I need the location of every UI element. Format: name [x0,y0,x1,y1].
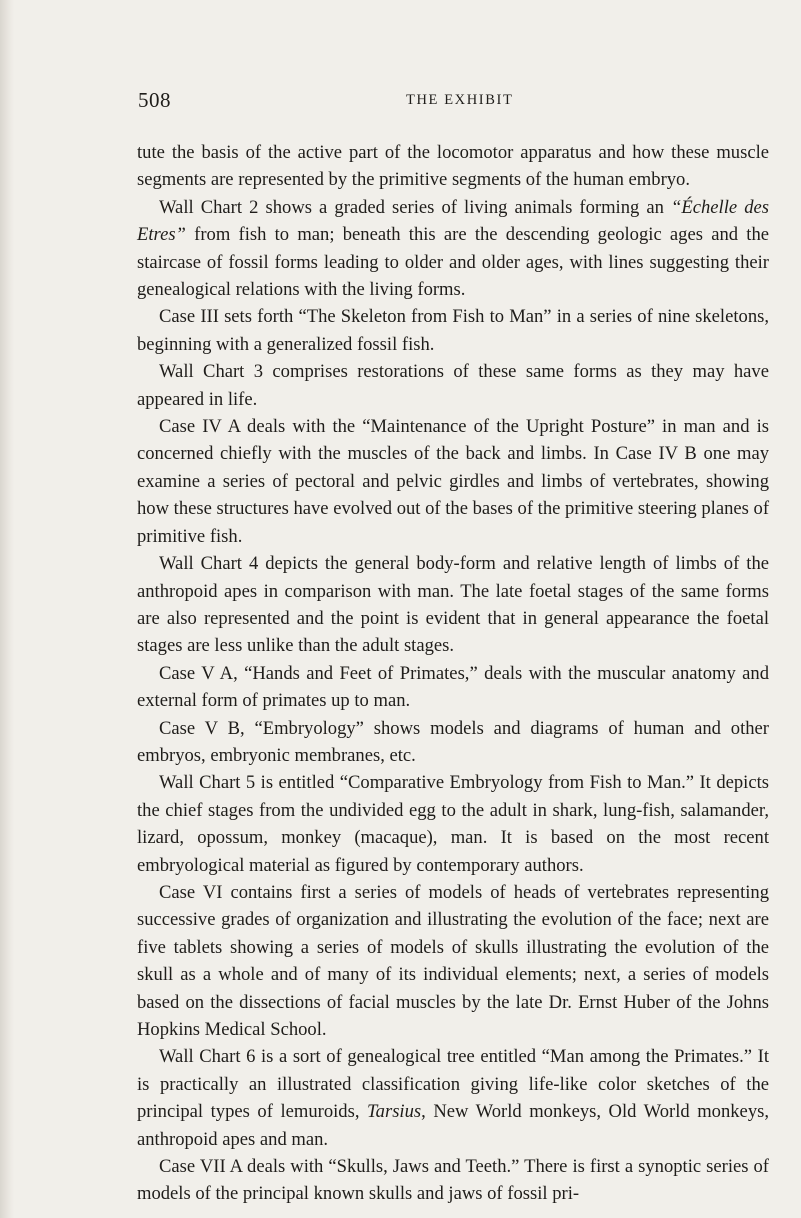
page-header [138,88,768,118]
paragraph: Wall Chart 3 comprises restorations of these same forms as they may have appeared in life. [137,361,769,410]
paragraph: Case VII A deals with “Skulls, Jaws and Teeth.” There is first a synoptic series of models of the principal known skulls and jaws of fossil pri- [137,1156,769,1205]
page-number: 508 [138,88,171,112]
running-head: THE EXHIBIT [406,92,514,108]
paragraph: Wall Chart 4 depicts the general body-form and relative length of limbs of the anthropoid apes in comparison with man. The late foetal stages of the same forms are also represented and the point is evident that in general appearance the foetal stages are less unlike than the adult stages. [137,553,769,657]
body-text [137,139,769,1208]
paragraph: Case III sets forth “The Skeleton from Fish to Man” in a series of nine skeletons, beginning with a generalized fossil fish. [137,306,769,355]
paragraph: Wall Chart 2 shows a graded series of living animals forming an “Échelle des Etres” from fish to man; beneath this are the descending geologic ages and the staircase of fossil forms leading to older and older ages, with lines suggesting their genealogical relations with the living forms. [137,196,769,301]
italic-term: Tarsius [367,1101,422,1123]
paragraph: Case VI contains first a series of models of heads of vertebrates representing successive grades of organization and illustrating the evolution of the face; next are five tablets showing a series of models of skulls illustrating the evolution of the skull as a whole and of many of its individual elements; next, a series of models based on the dissections of facial muscles by the late Dr. Ernst Huber of the Johns Hopkins Medical School. [137,881,769,1040]
page-edge-shadow [0,0,14,1218]
italic-term: “Échelle des Etres” [137,196,769,246]
paragraph: tute the basis of the active part of the locomotor apparatus and how these muscle segments are represented by the primitive segments of the human embryo. [137,142,769,191]
paragraph: Case IV A deals with the “Maintenance of the Upright Posture” in man and is concerned chiefly with the muscles of the back and limbs. In Case IV B one may examine a series of pectoral and pelvic girdles and limbs of vertebrates, showing how these structures have evolved out of the bases of the primitive steering planes of primitive fish. [137,416,770,547]
paragraph: Case V A, “Hands and Feet of Primates,” deals with the muscular anatomy and external form of primates up to man. [137,662,769,712]
paragraph: Wall Chart 5 is entitled “Comparative Embryology from Fish to Man.” It depicts the chief stages from the undivided egg to the adult in shark, lung-fish, salamander, lizard, opossum, monkey (macaque), man. It is based on the most recent embryological material as figured by contemporary authors. [137,772,769,876]
paragraph: Wall Chart 6 is a sort of genealogical tree entitled “Man among the Primates.” It is practically an illustrated classification giving life-like color sketches of the principal types of lemuroids, Tarsius, New World monkeys, Old World monkeys, anthropoid apes and man. [137,1046,769,1150]
paragraph: Case V B, “Embryology” shows models and diagrams of human and other embryos, embryonic membranes, etc. [137,717,769,766]
